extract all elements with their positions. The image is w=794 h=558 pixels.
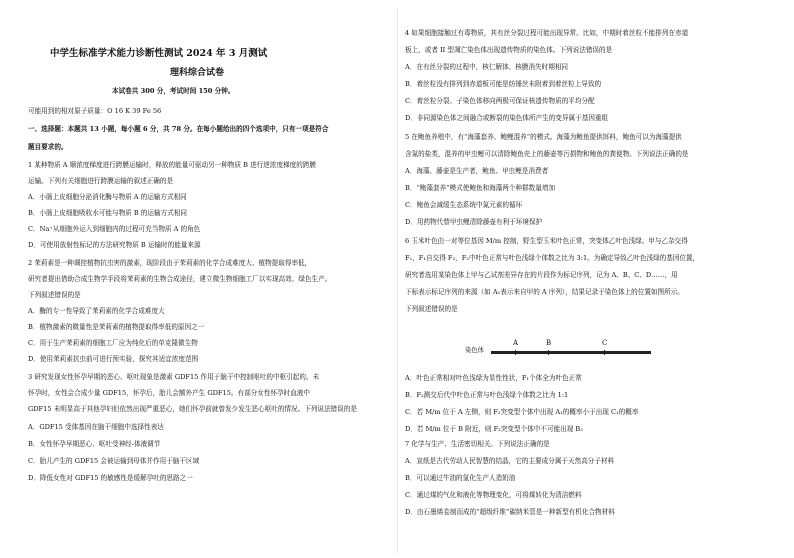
option-a: A．在有丝分裂的过程中，核仁解体、核膜消失时期相同 <box>405 63 569 71</box>
question-text: 研究者选用某染色体上甲与乙试剂差异存在的片段作为标记序列，记为 A、B、C、D……，用 <box>405 271 678 279</box>
atomic-mass-line: 可能用到的相对原子质量：O 16 K 39 Fe 56 <box>28 107 162 115</box>
marker-label-b: B <box>546 339 552 347</box>
option-b: B．着丝粒没有排列到赤道板可能是纺锤丝未附着到着丝粒上导致的 <box>405 80 602 88</box>
option-a: A．海藻、藤壶是生产者，鲍鱼、甲虫鲤是消费者 <box>405 167 549 175</box>
marker-tick-b <box>548 350 549 355</box>
marker-label-a: A <box>513 339 519 347</box>
option-c: C．用于生产茉莉素的细胞工厂应为纯化后的单克隆微生物 <box>28 339 198 347</box>
column-divider <box>397 8 398 553</box>
marker-tick-a <box>515 350 516 355</box>
chromosome-label: 染色体 <box>465 347 484 354</box>
question-text: 1 某种物质 A 顺浓度梯度进行跨膜运输时，释放的能量可驱动另一种物质 B 进行逆浓度梯度的跨膜 <box>28 161 317 169</box>
option-a: A．叶色正常相对叶色浅绿为显性性状，F₁个体全为叶色正常 <box>405 374 582 382</box>
question-text: 2 茉莉素是一种调控植物抗虫害的激素，现阶段由于茉莉素的化学合成难度大、植物提取得率低， <box>28 259 312 267</box>
option-c: C．鲍鱼会减缓生态系统中氮元素的循环 <box>405 201 523 209</box>
question-text: 含氮的盐类，混养的甲虫鲤可以清除鲍鱼壳上的藤壶等污损物和鲍鱼的粪便物。下列说法正确的是 <box>405 150 689 158</box>
question-text: GDF15 未明显高于其他孕妇但依然出现严重恶心，她们怀孕前就曾发少发生恶心呕吐的情况。下列说法错误的是 <box>28 405 357 413</box>
marker-tick-c <box>604 350 605 355</box>
option-b: B．植物激素的微量性是茉莉素的植物提取得率低的原因之一 <box>28 323 205 331</box>
option-a: A．宣纸是古代劳动人民智慧的结晶，它的主要成分属于天然高分子材料 <box>405 457 615 465</box>
exam-title: 中学生标准学术能力诊断性测试 2024 年 3 月测试 <box>50 48 268 59</box>
question-text: 下列叙述错误的是 <box>28 291 81 299</box>
option-a: A．小肠上皮细胞分泌消化酶与物质 A 的运输方式相同 <box>28 193 187 201</box>
marker-label-c: C <box>602 339 608 347</box>
question-text: F₁，F₁自交得 F₂，F₂中叶色正常与叶色浅绿个体数之比为 3:1。为确定导致乙叶色浅绿的基因位置， <box>405 254 700 262</box>
option-d: D．若 M/m 位于 B 附近，则 F₂突变型个体中不可能出现 B₂ <box>405 425 583 433</box>
question-text: 下标表示标记序列的来源（如 A₁表示来自甲的 A 序列），结果记录于染色体上的位置如图所示。 <box>405 288 684 296</box>
section-heading-cont: 题目要求的。 <box>28 143 68 151</box>
question-text: 板上，或者 II 型凋亡染色体出现遗传物质的染色体。下列说法错误的是 <box>405 46 613 54</box>
question-text: 7 化学与生产、生活密切相关。下列说法正确的是 <box>405 440 550 448</box>
question-text: 怀孕时，女性会合成少量 GDF15，怀孕后，胎儿会额外产生 GDF15。有部分女性怀孕时血液中 <box>28 389 311 397</box>
option-d: D．降低女性对 GDF15 的敏感性是缓解孕吐的思路之一 <box>28 474 193 482</box>
option-b: B．可以通过牛油的氢化生产人造奶油 <box>405 474 516 482</box>
exam-info: 本试卷共 300 分，考试时间 150 分钟。 <box>112 87 235 95</box>
option-d: D．可使用放射性标记的方法研究物质 B 运输时的能量来源 <box>28 241 201 249</box>
section-heading: 一、选择题：本题共 13 小题，每小题 6 分，共 78 分。在每小题给出的四个选项中，只有一项是符合 <box>28 125 329 133</box>
option-d: D．非同源染色体之间融合或断裂的染色体所产生的变异属于基因重组 <box>405 114 609 122</box>
question-text: 6 玉米叶色由一对等位基因 M/m 控制，野生型玉米叶色正常，突变体乙叶色浅绿。甲与乙杂交得 <box>405 237 688 245</box>
exam-subtitle: 理科综合试卷 <box>170 68 225 78</box>
option-c: C．通过煤的气化和液化等物理变化，可将煤转化为清洁燃料 <box>405 491 582 499</box>
option-b: B．“鲍藻套养”模式使鲍鱼和海藻两个种群数量增加 <box>405 184 556 192</box>
option-d: D．使用茉莉素抗虫前可进行预实验，探究其适宜浓度范围 <box>28 355 199 363</box>
question-text: 研究者提出借助合成生物学手段将茉莉素的生物合成途径，建立微生物细胞工厂以实现高效、绿色生产。 <box>28 275 332 283</box>
question-text: 3 研究发现女性怀孕早期的恶心、呕吐现象是激素 GDF15 作用于脑干中控制呕吐的中枢引起的。未 <box>28 373 320 381</box>
question-text: 运输。下列有关细胞进行跨膜运输的叙述正确的是 <box>28 177 174 185</box>
option-c: C．着丝粒分裂、子染色体移向两极可保证核遗传物质的平均分配 <box>405 97 595 105</box>
option-a: A．酶的专一性导致了茉莉素的化学合成难度大 <box>28 307 165 315</box>
option-a: A．GDF15 受体基因在脑干细胞中选择性表达 <box>28 423 164 431</box>
option-b: B．F₂测交后代中叶色正常与叶色浅绿个体数之比为 1:1 <box>405 391 569 399</box>
option-c: C．若 M/m 位于 A 左侧，则 F₂突变型个体中出现 A₁的概率小于出现 C₁的概率 <box>405 408 639 416</box>
question-text: 5 在鲍鱼养殖中，有“海藻套养、鲍鲤混养”的模式。海藻为鲍鱼提供饵料，鲍鱼可以为海藻提供 <box>405 133 682 141</box>
option-b: B．小肠上皮细胞吸收水可能与物质 B 的运输方式相同 <box>28 209 187 217</box>
option-c: C．胎儿产生的 GDF15 会被运输到母体并作用于脑干区域 <box>28 457 200 465</box>
option-d: D．用药物代替甲虫鲤清除藤壶有利于环境保护 <box>405 218 543 226</box>
option-c: C．Na⁺从细胞外运入到细胞内的过程可充当物质 A 的角色 <box>28 225 201 233</box>
option-b: B．女性怀孕早期恶心、呕吐受神经-体液调节 <box>28 440 161 448</box>
question-text: 4 如果细胞接触过有毒物质，其有丝分裂过程可能出现异常。比如，中期时着丝粒不能排列在赤道 <box>405 29 689 37</box>
question-text: 下列叙述错误的是 <box>405 305 458 313</box>
option-d: D．由石墨烯卷制而成的“超级纤维”碳纳米管是一种新型有机化合物材料 <box>405 508 615 516</box>
